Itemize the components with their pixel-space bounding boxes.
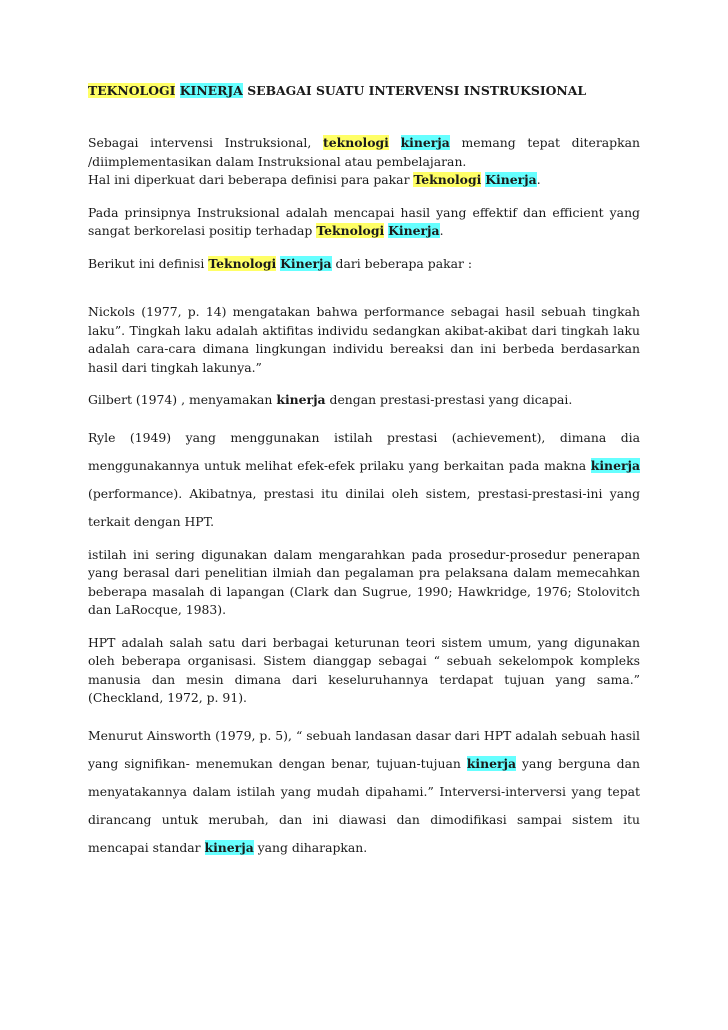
text-run: memang tepat diterapkan /diimplementasikan dalam Instruksional atau pembelajaran. bbox=[88, 135, 640, 169]
highlight-word: teknologi bbox=[323, 135, 389, 150]
text-run: dari beberapa pakar : bbox=[331, 255, 473, 271]
document-title bbox=[88, 82, 640, 100]
text-run: yang berguna dan menyatakannya dalam istilah yang mudah dipahami.” Interversi-interversi yang tepat dirancang untuk merubah, dan ini diawasi dan dimodifikasi sampai sistem itu mencapai standar bbox=[88, 755, 640, 855]
text-run: Ryle (1949) yang menggunakan istilah prestasi (achievement), dimana dia menggunakannya untuk melihat efek-efek prilaku yang berkaitan pada makna bbox=[88, 429, 640, 473]
highlight-word: Kinerja bbox=[388, 223, 440, 238]
text-run: Hal ini diperkuat dari beberapa definisi para pakar bbox=[88, 172, 414, 187]
text-run: dengan prestasi-prestasi yang dicapai. bbox=[325, 392, 573, 407]
paragraph-ryle bbox=[88, 424, 640, 536]
text-run: (performance). Akibatnya, prestasi itu dinilai oleh sistem, prestasi-prestasi-ini yang terkait dengan HPT. bbox=[88, 485, 640, 529]
highlight-word: Kinerja bbox=[485, 172, 537, 187]
text-run: Sebagai intervensi Instruksional, bbox=[88, 135, 324, 150]
bold-word: kinerja bbox=[276, 392, 326, 407]
highlight-word: kinerja bbox=[466, 755, 517, 771]
paragraph-intro bbox=[88, 134, 640, 190]
highlight-word: kinerja bbox=[590, 457, 640, 473]
paragraph-principle bbox=[88, 204, 640, 241]
highlight-word: kinerja bbox=[400, 135, 450, 150]
text-run: . bbox=[439, 223, 444, 238]
highlight-word: Kinerja bbox=[280, 255, 332, 271]
text-run: Gilbert (1974) , menyamakan bbox=[88, 392, 277, 407]
paragraph-nickols: Nickols (1977, p. 14) mengatakan bahwa performance sebagai hasil sebuah tingkah laku”. Tingkah laku adalah aktifitas individu sedangkan akibat-akibat dari tingkah laku adalah cara-cara dimana lingkungan individu bereaksi dan ini berbeda berdasarkan hasil dari tingkah lakunya.” bbox=[88, 304, 640, 375]
text-run: Pada prinsipnya Instruksional adalah mencapai hasil yang effektif dan efficient yang sangat berkorelasi positip terhadap bbox=[88, 204, 640, 238]
highlight-word: Teknologi bbox=[413, 172, 482, 187]
text-run: yang diharapkan. bbox=[253, 839, 368, 855]
title-text: SEBAGAI SUATU INTERVENSI INSTRUKSIONAL bbox=[242, 83, 587, 98]
paragraph-hpt: HPT adalah salah satu dari berbagai keturunan teori sistem umum, yang digunakan oleh beberapa organisasi. Sistem dianggap sebagai “ sebuah sekelompok kompleks manusia dan mesin dimana dari keseluruhannya terdapat tujuan yang sama.” (Checkland, 1972, p. 91). bbox=[88, 634, 640, 705]
highlight-word: Teknologi bbox=[208, 255, 277, 271]
text-run: . bbox=[536, 172, 541, 187]
paragraph-ainsworth bbox=[88, 722, 640, 862]
text-run: Menurut Ainsworth (1979, p. 5), “ sebuah landasan dasar dari HPT adalah sebuah hasil yang signifikan- menemukan dengan benar, tujuan-tujuan bbox=[88, 727, 640, 771]
highlight-word: kinerja bbox=[204, 839, 254, 855]
paragraph-gilbert bbox=[88, 391, 640, 410]
highlight-word: KINERJA bbox=[179, 83, 243, 98]
paragraph-definition-intro bbox=[88, 255, 640, 274]
text-run: Berikut ini definisi bbox=[88, 255, 209, 271]
highlight-word: TEKNOLOGI bbox=[88, 83, 176, 98]
paragraph-istilah: istilah ini sering digunakan dalam mengarahkan pada prosedur-prosedur penerapan yang berasal dari penelitian ilmiah dan pegalaman pra pelaksana dalam memecahkan beberapa masalah di lapangan (Clark dan Sugrue, 1990; Hawkridge, 1976; Stolovitch dan LaRocque, 1983). bbox=[88, 546, 640, 617]
highlight-word: Teknologi bbox=[316, 223, 385, 238]
